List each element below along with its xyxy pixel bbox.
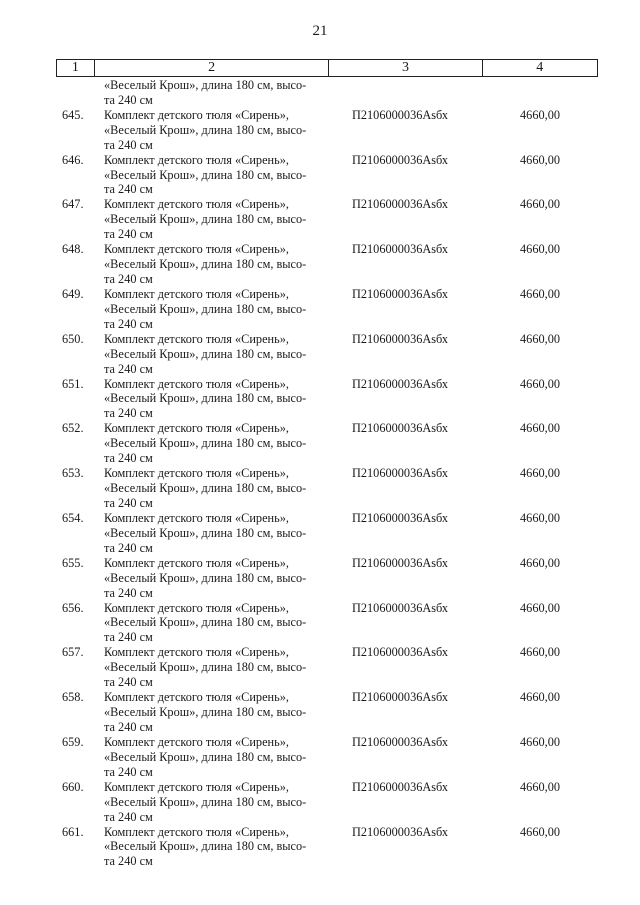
row-price: 4660,00 (520, 510, 560, 525)
table-row (0, 153, 640, 198)
table-row (0, 108, 640, 153)
row-code: П2106000036Asбх (352, 779, 448, 794)
description-line: Комплект детского тюля «Сирень», (104, 197, 289, 212)
row-price: 4660,00 (520, 376, 560, 391)
row-price: 4660,00 (520, 645, 560, 660)
description-line: Комплект детского тюля «Сирень», (104, 331, 289, 346)
row-description (104, 466, 324, 511)
row-description (104, 287, 324, 332)
continuation-description (104, 78, 324, 108)
description-line: «Веселый Крош», длина 180 см, высо- (104, 794, 307, 809)
description-line: та 240 см (104, 451, 153, 466)
row-description (104, 153, 324, 198)
column-header-1: 1 (57, 60, 95, 77)
description-line: «Веселый Крош», длина 180 см, высо- (104, 570, 307, 585)
row-number: 658. (62, 690, 84, 705)
row-code: П2106000036Asбх (352, 690, 448, 705)
description-line: «Веселый Крош», длина 180 см, высо- (104, 749, 307, 764)
row-description (104, 242, 324, 287)
row-price: 4660,00 (520, 331, 560, 346)
row-code: П2106000036Asбх (352, 107, 448, 122)
description-line: «Веселый Крош», длина 180 см, высо- (104, 436, 307, 451)
table-row (0, 466, 640, 511)
description-line: Комплект детского тюля «Сирень», (104, 152, 289, 167)
row-price: 4660,00 (520, 242, 560, 257)
row-description (104, 421, 324, 466)
row-number: 647. (62, 197, 84, 212)
description-line: та 240 см (104, 137, 153, 152)
row-number: 651. (62, 376, 84, 391)
row-description (104, 690, 324, 735)
table-header (56, 59, 598, 77)
column-header-4: 4 (482, 60, 597, 77)
table-row (0, 242, 640, 287)
row-price: 4660,00 (520, 421, 560, 436)
row-code: П2106000036Asбх (352, 824, 448, 839)
description-line: «Веселый Крош», длина 180 см, высо- (104, 391, 307, 406)
table-row (0, 332, 640, 377)
row-number: 648. (62, 242, 84, 257)
row-number: 656. (62, 600, 84, 615)
row-price: 4660,00 (520, 555, 560, 570)
row-price: 4660,00 (520, 197, 560, 212)
row-code: П2106000036Asбх (352, 197, 448, 212)
description-line: та 240 см (104, 764, 153, 779)
description-line: та 240 см (104, 406, 153, 421)
description-line: Комплект детского тюля «Сирень», (104, 376, 289, 391)
row-number: 645. (62, 107, 84, 122)
description-line: «Веселый Крош», длина 180 см, высо- (104, 525, 307, 540)
description-line: Комплект детского тюля «Сирень», (104, 600, 289, 615)
row-description (104, 332, 324, 377)
description-line: та 240 см (104, 495, 153, 510)
table-row (0, 377, 640, 422)
row-description (104, 780, 324, 825)
description-line: та 240 см (104, 227, 153, 242)
description-line: «Веселый Крош», длина 180 см, высо- (104, 615, 307, 630)
description-line: та 240 см (104, 719, 153, 734)
description-line: Комплект детского тюля «Сирень», (104, 286, 289, 301)
row-price: 4660,00 (520, 107, 560, 122)
row-description (104, 735, 324, 780)
description-line: «Веселый Крош», длина 180 см, высо- (104, 481, 307, 496)
row-description (104, 825, 324, 870)
description-line: та 240 см (104, 809, 153, 824)
column-header-3: 3 (329, 60, 482, 77)
row-number: 652. (62, 421, 84, 436)
description-line: Комплект детского тюля «Сирень», (104, 824, 289, 839)
description-line: «Веселый Крош», длина 180 см, высо- (104, 705, 307, 720)
continuation-line: «Веселый Крош», длина 180 см, высо- (104, 78, 307, 92)
description-line: Комплект детского тюля «Сирень», (104, 690, 289, 705)
row-number: 655. (62, 555, 84, 570)
row-code: П2106000036Asбх (352, 510, 448, 525)
row-code: П2106000036Asбх (352, 734, 448, 749)
row-number: 649. (62, 286, 84, 301)
row-code: П2106000036Asбх (352, 555, 448, 570)
table-row (0, 556, 640, 601)
row-price: 4660,00 (520, 466, 560, 481)
row-code: П2106000036Asбх (352, 466, 448, 481)
description-line: та 240 см (104, 361, 153, 376)
row-price: 4660,00 (520, 600, 560, 615)
row-code: П2106000036Asбх (352, 600, 448, 615)
description-line: «Веселый Крош», длина 180 см, высо- (104, 122, 307, 137)
description-line: та 240 см (104, 182, 153, 197)
description-line: та 240 см (104, 540, 153, 555)
row-number: 654. (62, 510, 84, 525)
row-number: 660. (62, 779, 84, 794)
row-number: 657. (62, 645, 84, 660)
description-line: та 240 см (104, 272, 153, 286)
table-row (0, 645, 640, 690)
continuation-line: та 240 см (104, 92, 153, 107)
description-line: «Веселый Крош», длина 180 см, высо- (104, 301, 307, 316)
row-description (104, 601, 324, 646)
description-line: «Веселый Крош», длина 180 см, высо- (104, 346, 307, 361)
description-line: та 240 см (104, 585, 153, 600)
description-line: та 240 см (104, 316, 153, 331)
row-code: П2106000036Asбх (352, 421, 448, 436)
description-line: Комплект детского тюля «Сирень», (104, 555, 289, 570)
description-line: Комплект детского тюля «Сирень», (104, 242, 289, 257)
row-description (104, 377, 324, 422)
table-row (0, 421, 640, 466)
row-description (104, 511, 324, 556)
column-header-2: 2 (94, 60, 329, 77)
row-number: 653. (62, 466, 84, 481)
table-row (0, 197, 640, 242)
row-code: П2106000036Asбх (352, 242, 448, 257)
description-line: та 240 см (104, 854, 153, 869)
description-line: «Веселый Крош», длина 180 см, высо- (104, 839, 307, 854)
row-number: 661. (62, 824, 84, 839)
table-row (0, 780, 640, 825)
continuation-row (0, 78, 640, 108)
row-number: 646. (62, 152, 84, 167)
description-line: Комплект детского тюля «Сирень», (104, 510, 289, 525)
table-row (0, 825, 640, 870)
row-price: 4660,00 (520, 779, 560, 794)
table-row (0, 690, 640, 735)
row-price: 4660,00 (520, 286, 560, 301)
description-line: Комплект детского тюля «Сирень», (104, 466, 289, 481)
page-number: 21 (312, 23, 328, 39)
row-code: П2106000036Asбх (352, 645, 448, 660)
table-row (0, 287, 640, 332)
row-code: П2106000036Asбх (352, 331, 448, 346)
row-code: П2106000036Asбх (352, 152, 448, 167)
description-line: Комплект детского тюля «Сирень», (104, 107, 289, 122)
description-line: Комплект детского тюля «Сирень», (104, 734, 289, 749)
description-line: «Веселый Крош», длина 180 см, высо- (104, 660, 307, 675)
row-number: 650. (62, 331, 84, 346)
table-body (0, 78, 640, 869)
row-price: 4660,00 (520, 734, 560, 749)
description-line: «Веселый Крош», длина 180 см, высо- (104, 212, 307, 227)
row-code: П2106000036Asбх (352, 286, 448, 301)
table-row (0, 511, 640, 556)
row-price: 4660,00 (520, 824, 560, 839)
description-line: та 240 см (104, 675, 153, 690)
row-description (104, 108, 324, 153)
row-description (104, 197, 324, 242)
description-line: «Веселый Крош», длина 180 см, высо- (104, 257, 307, 272)
table-row (0, 735, 640, 780)
description-line: Комплект детского тюля «Сирень», (104, 779, 289, 794)
description-line: Комплект детского тюля «Сирень», (104, 421, 289, 436)
row-code: П2106000036Asбх (352, 376, 448, 391)
row-description (104, 556, 324, 601)
row-price: 4660,00 (520, 690, 560, 705)
table-row (0, 601, 640, 646)
row-price: 4660,00 (520, 152, 560, 167)
row-description (104, 645, 324, 690)
description-line: Комплект детского тюля «Сирень», (104, 645, 289, 660)
description-line: «Веселый Крош», длина 180 см, высо- (104, 167, 307, 182)
description-line: та 240 см (104, 630, 153, 645)
row-number: 659. (62, 734, 84, 749)
